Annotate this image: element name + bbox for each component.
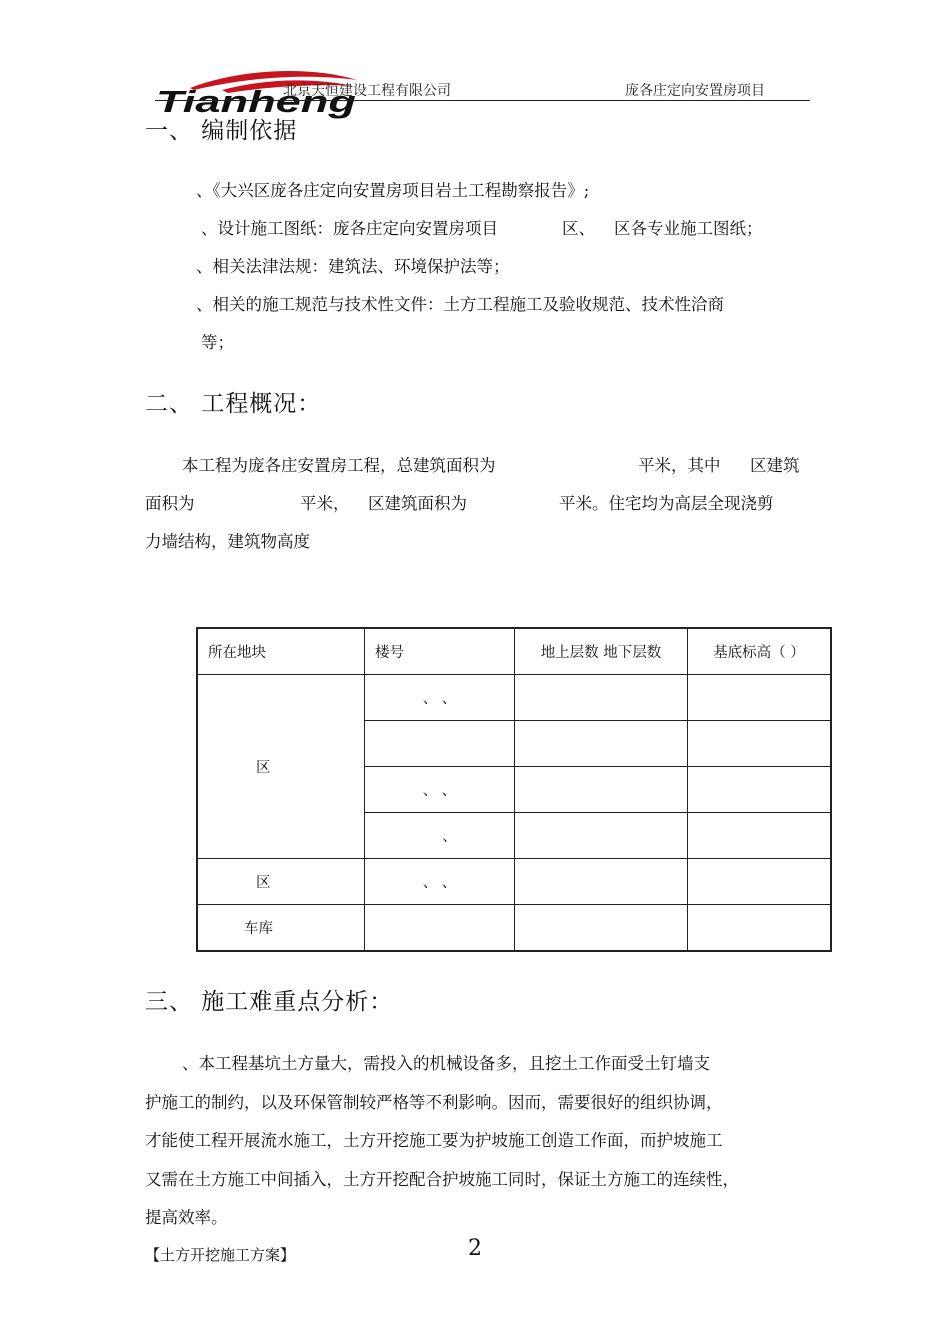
list-item: 、设计施工图纸：庞各庄定向安置房项目 区、 区各专业施工图纸； xyxy=(201,219,763,238)
header-cell-building: 楼号 xyxy=(365,628,515,675)
header-cell-elevation: 基底标高（ ） xyxy=(688,628,832,675)
section-heading-difficulties: 三、 施工难重点分析： xyxy=(145,989,394,1015)
list-item: 、相关法津法规：建筑法、环境保护法等； xyxy=(196,257,510,276)
building-cell xyxy=(365,905,515,952)
list-item: 等； xyxy=(201,333,234,352)
section-heading-overview: 二、 工程概况： xyxy=(145,391,322,417)
building-cell: 、 、 xyxy=(365,675,515,721)
company-name: 北京天恒建设工程有限公司 xyxy=(283,83,451,99)
section-heading-basis: 一、 编制依据 xyxy=(145,118,298,144)
footer-document-title: 【土方开挖施工方案】 xyxy=(145,1246,296,1264)
header-divider xyxy=(155,100,810,101)
overview-paragraph: 本工程为庞各庄安置房工程，总建筑面积为 平米，其中 区建筑 面积为 平米， 区建筑面积为 平米。住宅均为高层全现浇剪 力墙结构，建筑物高度 xyxy=(145,456,800,551)
building-cell: 、 、 xyxy=(365,859,515,905)
table-header-row xyxy=(197,628,831,675)
table-row xyxy=(197,675,831,721)
difficulties-paragraph: 、本工程基坑土方量大，需投入的机械设备多，且挖土工作面受土钉墙支 护施工的制约，以及环保管制较严格等不利影响。因而，需要很好的组织协调， 才能使工程开展流水施工，土方开挖施工要为护坡施工创造工作面，而护坡施工 又需在土方施工中间插入，土方开挖配合护坡施工同时，保证土方施工的连续性， 提高效率。 xyxy=(145,1054,739,1227)
garage-cell: 车库 xyxy=(197,905,365,952)
table-row xyxy=(197,905,831,952)
basis-list xyxy=(196,172,763,362)
table-row xyxy=(197,859,831,905)
building-table xyxy=(196,627,832,952)
logo-text: Tianheng xyxy=(156,84,357,119)
block-cell-a: 区 xyxy=(197,675,365,859)
building-cell xyxy=(365,721,515,767)
list-item: 、《大兴区庞各庄定向安置房项目岩土工程勘察报告》; xyxy=(196,181,590,200)
building-cell: 、 xyxy=(365,813,515,859)
block-cell-b: 区 xyxy=(197,859,365,905)
header-cell-floors: 地上层数 地下层数 xyxy=(515,628,688,675)
list-item: 、相关的施工规范与技术性文件：土方工程施工及验收规范、技术性洽商 xyxy=(196,295,724,314)
header-cell-block: 所在地块 xyxy=(197,628,365,675)
page-number: 2 xyxy=(468,1236,482,1261)
project-name: 庞各庄定向安置房项目 xyxy=(625,83,765,99)
building-cell: 、 、 xyxy=(365,767,515,813)
